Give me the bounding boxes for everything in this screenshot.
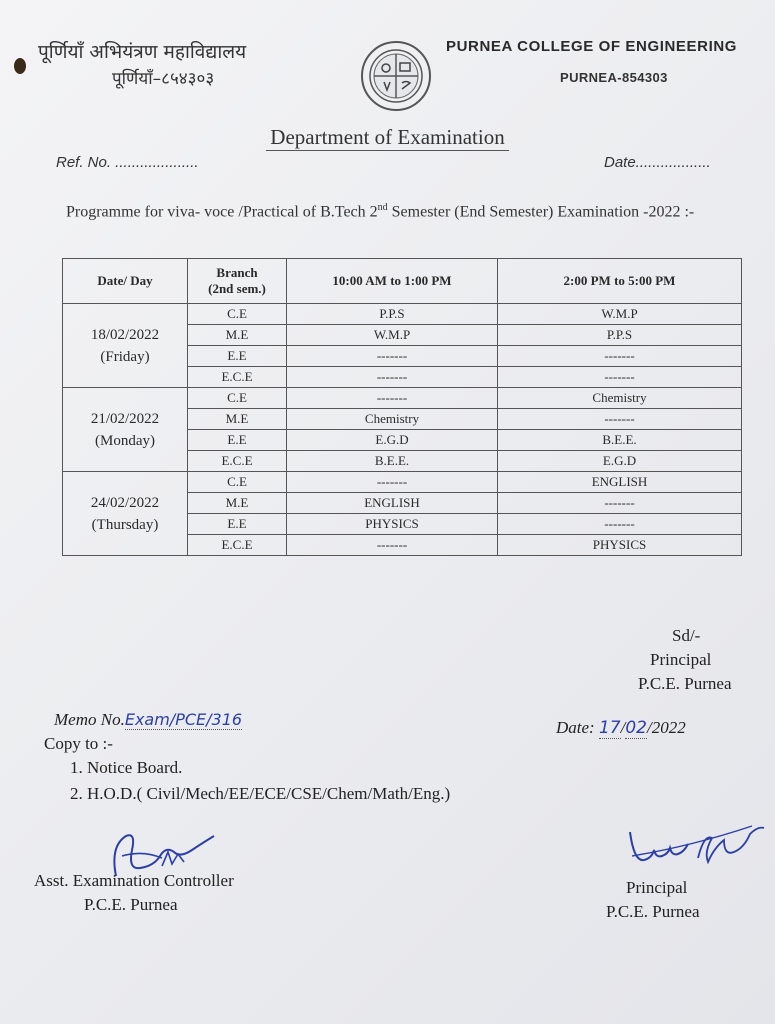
branch-cell: C.E xyxy=(188,472,287,493)
slot2-cell: ------- xyxy=(498,346,742,367)
header-branch-l1: Branch xyxy=(216,265,258,280)
branch-cell: E.C.E xyxy=(188,535,287,556)
date-value: 21/02/2022 xyxy=(90,410,160,427)
slot2-cell: E.G.D xyxy=(498,451,742,472)
ref-no-label: Ref. No. .................... xyxy=(56,154,199,171)
department-title-text: Department of Examination xyxy=(266,125,508,151)
slot1-cell: P.P.S xyxy=(287,304,498,325)
day-value: (Thursday) xyxy=(91,516,159,533)
date-value: 24/02/2022 xyxy=(90,494,160,511)
memo-date: Date: 17/02/2022 xyxy=(556,718,686,738)
principal-title-top: Principal xyxy=(650,650,712,669)
slot2-cell: PHYSICS xyxy=(498,535,742,556)
slot1-cell: ------- xyxy=(287,367,498,388)
day-value: (Friday) xyxy=(100,348,150,365)
slot2-cell: Chemistry xyxy=(498,388,742,409)
slot2-cell: W.M.P xyxy=(498,304,742,325)
signature-right-icon xyxy=(620,812,775,882)
date-value: 18/02/2022 xyxy=(90,326,160,343)
asst-controller-title: Asst. Examination Controller xyxy=(34,871,234,890)
slot1-cell: Chemistry xyxy=(287,409,498,430)
branch-cell: M.E xyxy=(188,493,287,514)
header-slot2: 2:00 PM to 5:00 PM xyxy=(498,259,742,304)
day-value: (Monday) xyxy=(95,432,155,449)
memo-date-label: Date: xyxy=(556,718,595,737)
header-slot1: 10:00 AM to 1:00 PM xyxy=(287,259,498,304)
slot2-cell: ENGLISH xyxy=(498,472,742,493)
programme-part2: Semester (End Semester) Examination -2022 :- xyxy=(387,203,695,221)
memo-number xyxy=(54,710,242,730)
slot1-cell: PHYSICS xyxy=(287,514,498,535)
programme-sup: nd xyxy=(377,202,388,213)
slot1-cell: ------- xyxy=(287,535,498,556)
header-branch xyxy=(188,259,287,304)
branch-cell: M.E xyxy=(188,325,287,346)
memo-day: 17 xyxy=(598,718,621,738)
slot2-cell: ------- xyxy=(498,367,742,388)
branch-cell: C.E xyxy=(188,388,287,409)
slot2-cell: ------- xyxy=(498,514,742,535)
copy-item: 1. Notice Board. xyxy=(70,758,183,777)
date-cell xyxy=(63,304,188,388)
slot1-cell: E.G.D xyxy=(287,430,498,451)
principal-org-top: P.C.E. Purnea xyxy=(638,674,732,693)
branch-cell: C.E xyxy=(188,304,287,325)
table-header-row xyxy=(63,259,742,304)
header-date-day: Date/ Day xyxy=(63,259,188,304)
schedule-table xyxy=(62,258,742,556)
slot1-cell: ENGLISH xyxy=(287,493,498,514)
programme-statement xyxy=(66,198,726,222)
college-seal-icon xyxy=(360,40,432,112)
memo-year: /2022 xyxy=(646,718,686,737)
copy-to-label: Copy to :- xyxy=(44,734,113,753)
table-row xyxy=(63,304,742,325)
sd-mark: Sd/- xyxy=(672,626,701,645)
slot1-cell: ------- xyxy=(287,346,498,367)
college-city: PURNEA-854303 xyxy=(560,70,668,85)
slot1-cell: ------- xyxy=(287,388,498,409)
slot2-cell: ------- xyxy=(498,493,742,514)
punch-hole xyxy=(14,58,26,74)
branch-cell: E.E xyxy=(188,430,287,451)
college-name: PURNEA COLLEGE OF ENGINEERING xyxy=(446,38,738,55)
memo-value: Exam/PCE/316 xyxy=(124,710,243,729)
memo-month: 02 xyxy=(625,718,647,738)
copy-item: 2. H.O.D.( Civil/Mech/EE/ECE/CSE/Chem/Math/Eng.) xyxy=(70,784,451,803)
branch-cell: M.E xyxy=(188,409,287,430)
table-row xyxy=(63,388,742,409)
principal-title-bottom: Principal xyxy=(626,878,688,897)
principal-org-bottom: P.C.E. Purnea xyxy=(606,902,700,921)
date-cell xyxy=(63,388,188,472)
branch-cell: E.E xyxy=(188,346,287,367)
memo-label: Memo No. xyxy=(54,710,125,729)
slot1-cell: B.E.E. xyxy=(287,451,498,472)
header-branch-l2: (2nd sem.) xyxy=(208,281,266,296)
branch-cell: E.E xyxy=(188,514,287,535)
hindi-college-city: पूर्णियाँ–८५४३०३ xyxy=(112,69,215,89)
slot2-cell: ------- xyxy=(498,409,742,430)
branch-cell: E.C.E xyxy=(188,367,287,388)
branch-cell: E.C.E xyxy=(188,451,287,472)
slot1-cell: ------- xyxy=(287,472,498,493)
date-cell xyxy=(63,472,188,556)
slot2-cell: P.P.S xyxy=(498,325,742,346)
date-label: Date.................. xyxy=(604,154,711,171)
programme-part1: Programme for viva- voce /Practical of B.Tech 2 xyxy=(66,203,378,221)
hindi-college-name: पूर्णियाँ अभियंत्रण महाविद्यालय xyxy=(38,41,247,63)
table-row xyxy=(63,472,742,493)
slot2-cell: B.E.E. xyxy=(498,430,742,451)
asst-controller-org: P.C.E. Purnea xyxy=(84,895,178,914)
slot1-cell: W.M.P xyxy=(287,325,498,346)
department-title xyxy=(0,125,775,150)
